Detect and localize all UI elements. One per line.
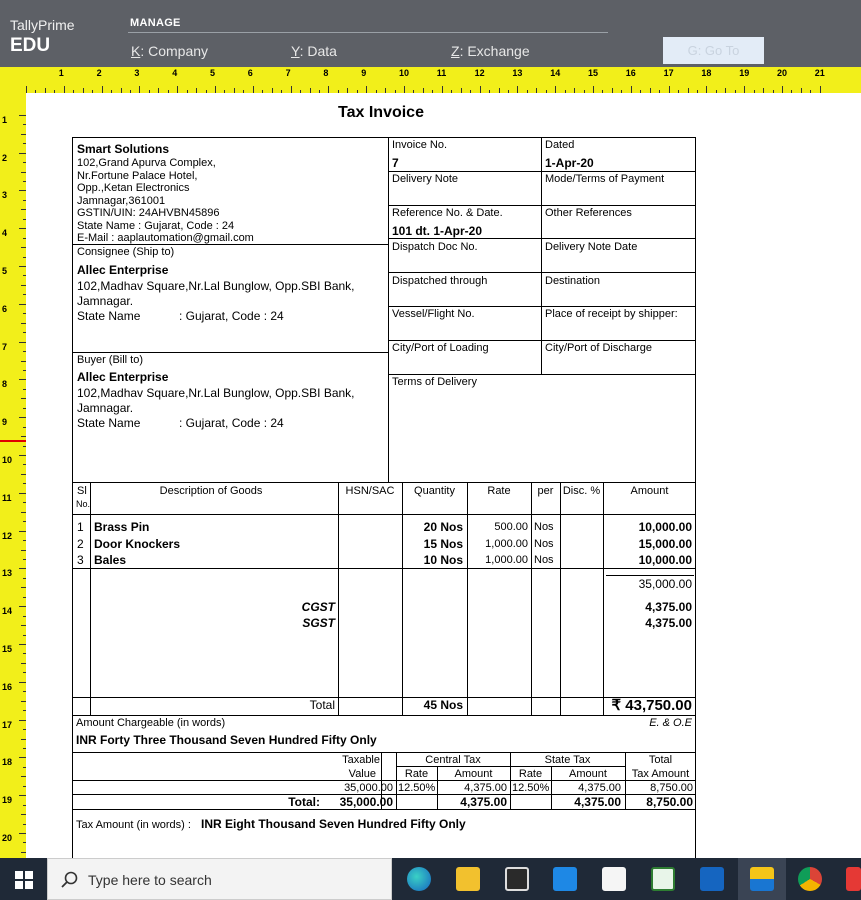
ruler-tick (19, 190, 26, 191)
ruler-tick (19, 493, 26, 494)
ruler-tick (23, 370, 26, 371)
horizontal-ruler (0, 67, 861, 93)
consignee-address-2: Jamnagar. (77, 294, 134, 308)
excel-icon[interactable] (651, 867, 675, 891)
ruler-tick (413, 90, 414, 93)
ruler-tick (23, 427, 26, 428)
ruler-tick (83, 88, 84, 93)
consignee-state-value: : Gujarat, Code : 24 (179, 309, 284, 323)
ruler-number: 5 (2, 266, 8, 276)
col-sl: Sl (77, 485, 87, 497)
ruler-number: 17 (2, 719, 13, 730)
ruler-tick (262, 90, 263, 93)
ruler-tick (517, 86, 518, 93)
total-label: Total (309, 698, 335, 712)
ruler-tick (527, 90, 528, 93)
cgst-label: CGST (301, 600, 335, 614)
ruler-tick (102, 86, 103, 93)
ruler-tick (461, 88, 462, 93)
ruler-tick (243, 90, 244, 93)
ruler-tick (23, 635, 26, 636)
ruler-tick (395, 90, 396, 93)
ruler-number: 14 (2, 606, 13, 617)
ruler-number: 15 (2, 644, 13, 654)
ruler-number: 14 (550, 68, 561, 78)
ruler-tick (21, 814, 26, 815)
ruler-tick (555, 86, 556, 93)
ruler-number: 5 (210, 68, 216, 78)
ruler-number: 20 (777, 68, 788, 78)
buyer-address-1: 102,Madhav Square,Nr.Lal Bunglow, Opp.SBI Bank, (77, 386, 355, 400)
ruler-number: 6 (2, 303, 8, 314)
reference-label: Reference No. & Date. (392, 207, 503, 219)
ruler-tick (659, 90, 660, 93)
ruler-tick (215, 86, 216, 93)
col-hsn: HSN/SAC (345, 485, 395, 497)
ruler-tick (612, 88, 613, 93)
ruler-tick (21, 625, 26, 626)
ruler-tick (432, 90, 433, 93)
top-bar (0, 0, 861, 67)
delivery-note-label: Delivery Note (392, 173, 459, 185)
taskbar-search[interactable]: Type here to search (47, 858, 392, 900)
ruler-tick (45, 88, 46, 93)
edge-icon[interactable] (407, 867, 431, 891)
central-rate-header: Rate (404, 768, 429, 780)
ruler-number: 20 (2, 833, 13, 843)
amount-chargeable-label: Amount Chargeable (in words) (76, 717, 226, 729)
buyer-heading: Buyer (Bill to) (77, 354, 144, 366)
ruler-tick (451, 90, 452, 93)
cgst-amount: 4,375.00 (645, 600, 692, 614)
ruler-number: 4 (2, 228, 8, 239)
ruler-tick (508, 90, 509, 93)
ruler-tick (21, 172, 26, 173)
product-name: TallyPrime (10, 17, 75, 33)
ruler-tick (366, 86, 367, 93)
ruler-number: 2 (2, 152, 8, 163)
ruler-tick (782, 86, 783, 93)
ruler-tick (310, 88, 311, 93)
ruler-tick (640, 90, 641, 93)
reference-value: 101 dt. 1-Apr-20 (392, 224, 483, 238)
ruler-number: 7 (285, 68, 291, 78)
ruler-tick (158, 88, 159, 93)
ruler-tick (23, 483, 26, 484)
ruler-tick (791, 90, 792, 93)
ruler-tick (23, 502, 26, 503)
ruler-tick (23, 313, 26, 314)
ruler-tick (149, 90, 150, 93)
file-explorer-icon[interactable] (456, 867, 480, 891)
ruler-tick (820, 86, 821, 93)
ruler-tick (21, 776, 26, 777)
ruler-tick (338, 90, 339, 93)
ruler-tick (21, 587, 26, 588)
ruler-tick (763, 88, 764, 93)
ruler-tick (357, 90, 358, 93)
ruler-tick (602, 90, 603, 93)
total-amount: ₹ 43,750.00 (611, 697, 692, 714)
ruler-tick (725, 88, 726, 93)
tax-amount-in-words: INR Eight Thousand Seven Hundred Fifty Only (201, 817, 466, 831)
ruler-tick (584, 90, 585, 93)
manage-divider (128, 32, 608, 33)
ruler-tick (291, 86, 292, 93)
ruler-tick (404, 86, 405, 93)
invoice-no-value: 7 (392, 156, 399, 170)
ruler-tick (26, 86, 27, 93)
ruler-tick (121, 88, 122, 93)
dated-label: Dated (545, 139, 575, 151)
total-tax-header: Total (648, 754, 673, 766)
ruler-number: 15 (588, 68, 599, 78)
amount-in-words: INR Forty Three Thousand Seven Hundred Fifty Only (76, 733, 377, 747)
ruler-number: 10 (399, 68, 410, 78)
ruler-number: 9 (361, 68, 367, 78)
ruler-tick (23, 729, 26, 730)
exchange-menu[interactable]: Z: Exchange (451, 43, 530, 59)
ruler-tick (21, 247, 26, 248)
terms-delivery-label: Terms of Delivery (392, 376, 477, 388)
ruler-number: 6 (247, 68, 253, 78)
ruler-tick (130, 90, 131, 93)
ruler-tick (19, 455, 26, 456)
ruler-tick (536, 88, 537, 93)
ruler-tick (21, 550, 26, 551)
mail-icon[interactable] (553, 867, 577, 891)
ruler-tick (23, 805, 26, 806)
ruler-tick (810, 90, 811, 93)
ruler-tick (385, 88, 386, 93)
central-tax-header: Central Tax (425, 754, 481, 766)
ruler-tick (21, 398, 26, 399)
ruler-tick (735, 90, 736, 93)
ruler-number: 8 (2, 379, 8, 390)
ruler-tick (23, 181, 26, 182)
ruler-tick (21, 323, 26, 324)
col-sl-no: No. (76, 499, 91, 509)
ruler-tick (21, 134, 26, 135)
taxable-header: Taxable (342, 754, 380, 766)
ruler-number: 1 (2, 114, 8, 125)
subtotal-amount: 35,000.00 (638, 577, 692, 591)
state-rate-header: Rate (518, 768, 543, 780)
ruler-tick (19, 266, 26, 267)
ruler-tick (281, 90, 282, 93)
ruler-number: 4 (172, 68, 178, 78)
ruler-tick (499, 88, 500, 93)
ruler-number: 18 (2, 757, 13, 768)
ruler-tick (21, 663, 26, 664)
ruler-tick (23, 597, 26, 598)
ruler-tick (23, 389, 26, 390)
state-tax-header: State Tax (544, 754, 591, 766)
ruler-tick (35, 90, 36, 93)
buyer-state-label: State Name (77, 416, 141, 430)
ruler-tick (744, 86, 745, 93)
ruler-tick (54, 90, 55, 93)
ruler-tick (773, 90, 774, 93)
col-disc: Disc. % (562, 485, 601, 497)
ruler-tick (688, 88, 689, 93)
ruler-tick (23, 332, 26, 333)
go-to-button[interactable]: G: Go To (663, 37, 764, 64)
total-quantity: 45 Nos (423, 698, 463, 712)
taskbar (0, 858, 861, 900)
ruler-tick (196, 88, 197, 93)
eoe-label: E. & O.E (649, 717, 692, 729)
dispatched-through-label: Dispatched through (392, 275, 488, 287)
ruler-tick (272, 88, 273, 93)
col-quantity: Quantity (414, 485, 455, 497)
consignee-address-1: 102,Madhav Square,Nr.Lal Bunglow, Opp.SBI Bank, (77, 279, 355, 293)
ruler-tick (111, 90, 112, 93)
data-menu[interactable]: Y: Data (291, 43, 337, 59)
ruler-tick (19, 833, 26, 834)
app-icon[interactable] (846, 867, 861, 891)
ruler-tick (593, 86, 594, 93)
ruler-tick (23, 238, 26, 239)
ruler-tick (23, 540, 26, 541)
ruler-tick (347, 88, 348, 93)
ruler-tick (716, 90, 717, 93)
ruler-tick (23, 767, 26, 768)
ruler-tick (621, 90, 622, 93)
ruler-tick (23, 275, 26, 276)
seller-address: 102,Grand Apurva Complex, Nr.Fortune Palace Hotel, Opp.,Ketan Electronics Jamnagar,361001 GSTIN/UIN: 24AHVBN45896 State Name : Gujarat, Code : 24 E-Mail : aaplautomation@gmail.com (77, 157, 254, 244)
ruler-tick (470, 90, 471, 93)
ruler-tick (187, 90, 188, 93)
ruler-number: 8 (323, 68, 329, 78)
ruler-number: 12 (2, 530, 13, 541)
ruler-tick (300, 90, 301, 93)
col-description: Description of Goods (159, 485, 263, 497)
col-rate: Rate (487, 485, 511, 497)
ruler-tick (19, 568, 26, 569)
ruler-tick (23, 842, 26, 843)
dispatch-doc-label: Dispatch Doc No. (392, 241, 478, 253)
ruler-tick (546, 90, 547, 93)
ruler-number: 10 (2, 455, 13, 465)
search-icon (61, 871, 79, 889)
ruler-number: 2 (96, 68, 102, 78)
ruler-number: 16 (2, 681, 13, 692)
destination-label: Destination (545, 275, 601, 287)
consignee-name: Allec Enterprise (77, 263, 169, 277)
city-loading-label: City/Port of Loading (392, 342, 489, 354)
ruler-tick (650, 88, 651, 93)
ruler-tick (19, 606, 26, 607)
ruler-tick (23, 200, 26, 201)
manage-label: MANAGE (130, 17, 181, 29)
ruler-tick (489, 90, 490, 93)
ruler-number: 11 (436, 68, 447, 78)
ruler-tick (706, 86, 707, 93)
chrome-icon[interactable] (798, 867, 822, 891)
ruler-tick (678, 90, 679, 93)
ruler-tick (23, 616, 26, 617)
consignee-state-label: State Name (77, 309, 141, 323)
ruler-number: 11 (2, 492, 12, 503)
ruler-tick (21, 739, 26, 740)
ruler-tick (23, 710, 26, 711)
ruler-tick (19, 757, 26, 758)
ruler-tick (23, 446, 26, 447)
total-tax-amount-header: Tax Amount (631, 768, 690, 780)
ruler-number: 3 (134, 68, 140, 78)
ruler-number: 17 (663, 68, 674, 78)
col-per: per (537, 485, 554, 497)
tally-icon[interactable] (750, 867, 774, 891)
ruler-tick (234, 88, 235, 93)
buyer-state-value: : Gujarat, Code : 24 (179, 416, 284, 430)
ruler-tick (206, 90, 207, 93)
ruler-tick (73, 90, 74, 93)
ruler-tick (23, 691, 26, 692)
ruler-tick (23, 257, 26, 258)
ruler-tick (224, 90, 225, 93)
ruler-tick (23, 143, 26, 144)
ruler-tick (177, 86, 178, 93)
ruler-tick (64, 86, 65, 93)
ruler-tick (801, 88, 802, 93)
vessel-label: Vessel/Flight No. (392, 308, 475, 320)
ruler-tick (23, 521, 26, 522)
ruler-tick (23, 408, 26, 409)
dated-value: 1-Apr-20 (545, 156, 594, 170)
ruler-tick (21, 285, 26, 286)
ruler-tick (23, 124, 26, 125)
ruler-tick (19, 795, 26, 796)
ruler-tick (19, 417, 26, 418)
ruler-tick (669, 86, 670, 93)
ruler-tick (754, 90, 755, 93)
ruler-number: 19 (2, 795, 13, 806)
store-icon[interactable] (505, 867, 529, 891)
ruler-tick (23, 219, 26, 220)
ruler-number: 1 (58, 68, 64, 78)
place-receipt-label: Place of receipt by shipper: (545, 308, 678, 320)
ruler-tick (23, 786, 26, 787)
ruler-number: 18 (701, 68, 712, 78)
delivery-note-date-label: Delivery Note Date (545, 241, 638, 253)
ruler-tick (23, 672, 26, 673)
ruler-number: 7 (2, 341, 8, 352)
col-amount: Amount (630, 485, 669, 497)
company-menu[interactable]: K: Company (131, 43, 209, 59)
ruler-tick (21, 361, 26, 362)
ruler-number: 9 (2, 417, 8, 428)
ruler-tick (19, 115, 26, 116)
ruler-tick (19, 682, 26, 683)
ruler-tick (21, 701, 26, 702)
ruler-tick (21, 474, 26, 475)
ruler-tick (21, 436, 26, 437)
ruler-tick (21, 852, 26, 853)
ruler-number: 13 (2, 568, 13, 579)
state-amount-header: Amount (569, 768, 607, 780)
ruler-marker (0, 440, 26, 442)
ruler-tick (19, 644, 26, 645)
ruler-tick (23, 162, 26, 163)
ruler-tick (168, 90, 169, 93)
ruler-tick (319, 90, 320, 93)
windows-start-icon[interactable] (15, 871, 33, 889)
ruler-tick (23, 559, 26, 560)
seller-name: Smart Solutions (77, 142, 170, 156)
sgst-label: SGST (302, 616, 335, 630)
ruler-number: 16 (625, 68, 636, 78)
ruler-number: 3 (2, 190, 8, 201)
ruler-tick (19, 720, 26, 721)
invoice-title: Tax Invoice (338, 104, 424, 121)
ruler-tick (442, 86, 443, 93)
book-app-icon[interactable] (602, 867, 626, 891)
ruler-tick (23, 464, 26, 465)
buyer-name: Allec Enterprise (77, 370, 169, 384)
ruler-tick (23, 578, 26, 579)
ruler-tick (23, 748, 26, 749)
sgst-amount: 4,375.00 (645, 616, 692, 630)
ruler-tick (253, 86, 254, 93)
ruler-tick (328, 86, 329, 93)
ruler-number: 21 (814, 68, 825, 78)
ruler-tick (19, 531, 26, 532)
vertical-ruler (0, 93, 26, 858)
central-amount-header: Amount (454, 768, 493, 780)
taxable-value-header: Value (348, 768, 376, 780)
ruler-tick (23, 824, 26, 825)
other-references-label: Other References (545, 207, 632, 219)
ruler-tick (19, 304, 26, 305)
ruler-tick (19, 379, 26, 380)
ruler-tick (19, 342, 26, 343)
ruler-tick (574, 88, 575, 93)
ruler-tick (23, 351, 26, 352)
city-discharge-label: City/Port of Discharge (545, 342, 652, 354)
ruler-tick (631, 86, 632, 93)
ruler-number: 13 (512, 68, 523, 78)
ruler-tick (23, 294, 26, 295)
ruler-tick (376, 90, 377, 93)
mode-terms-label: Mode/Terms of Payment (545, 173, 665, 185)
invoice-no-label: Invoice No. (392, 139, 448, 151)
product-edition: EDU (10, 35, 51, 56)
ruler-number: 12 (474, 68, 485, 78)
ruler-number: 19 (739, 68, 750, 78)
ruler-tick (139, 86, 140, 93)
ruler-tick (423, 88, 424, 93)
ruler-tick (92, 90, 93, 93)
ruler-tick (21, 209, 26, 210)
ruler-tick (697, 90, 698, 93)
ruler-tick (565, 90, 566, 93)
tax-amount-words-label: Tax Amount (in words) : (76, 819, 191, 831)
ruler-tick (21, 512, 26, 513)
ruler-tick (19, 228, 26, 229)
ruler-tick (23, 653, 26, 654)
ruler-tick (480, 86, 481, 93)
buyer-address-2: Jamnagar. (77, 401, 134, 415)
consignee-heading: Consignee (Ship to) (77, 246, 175, 258)
bracket-app-icon[interactable] (700, 867, 724, 891)
ruler-tick (19, 153, 26, 154)
